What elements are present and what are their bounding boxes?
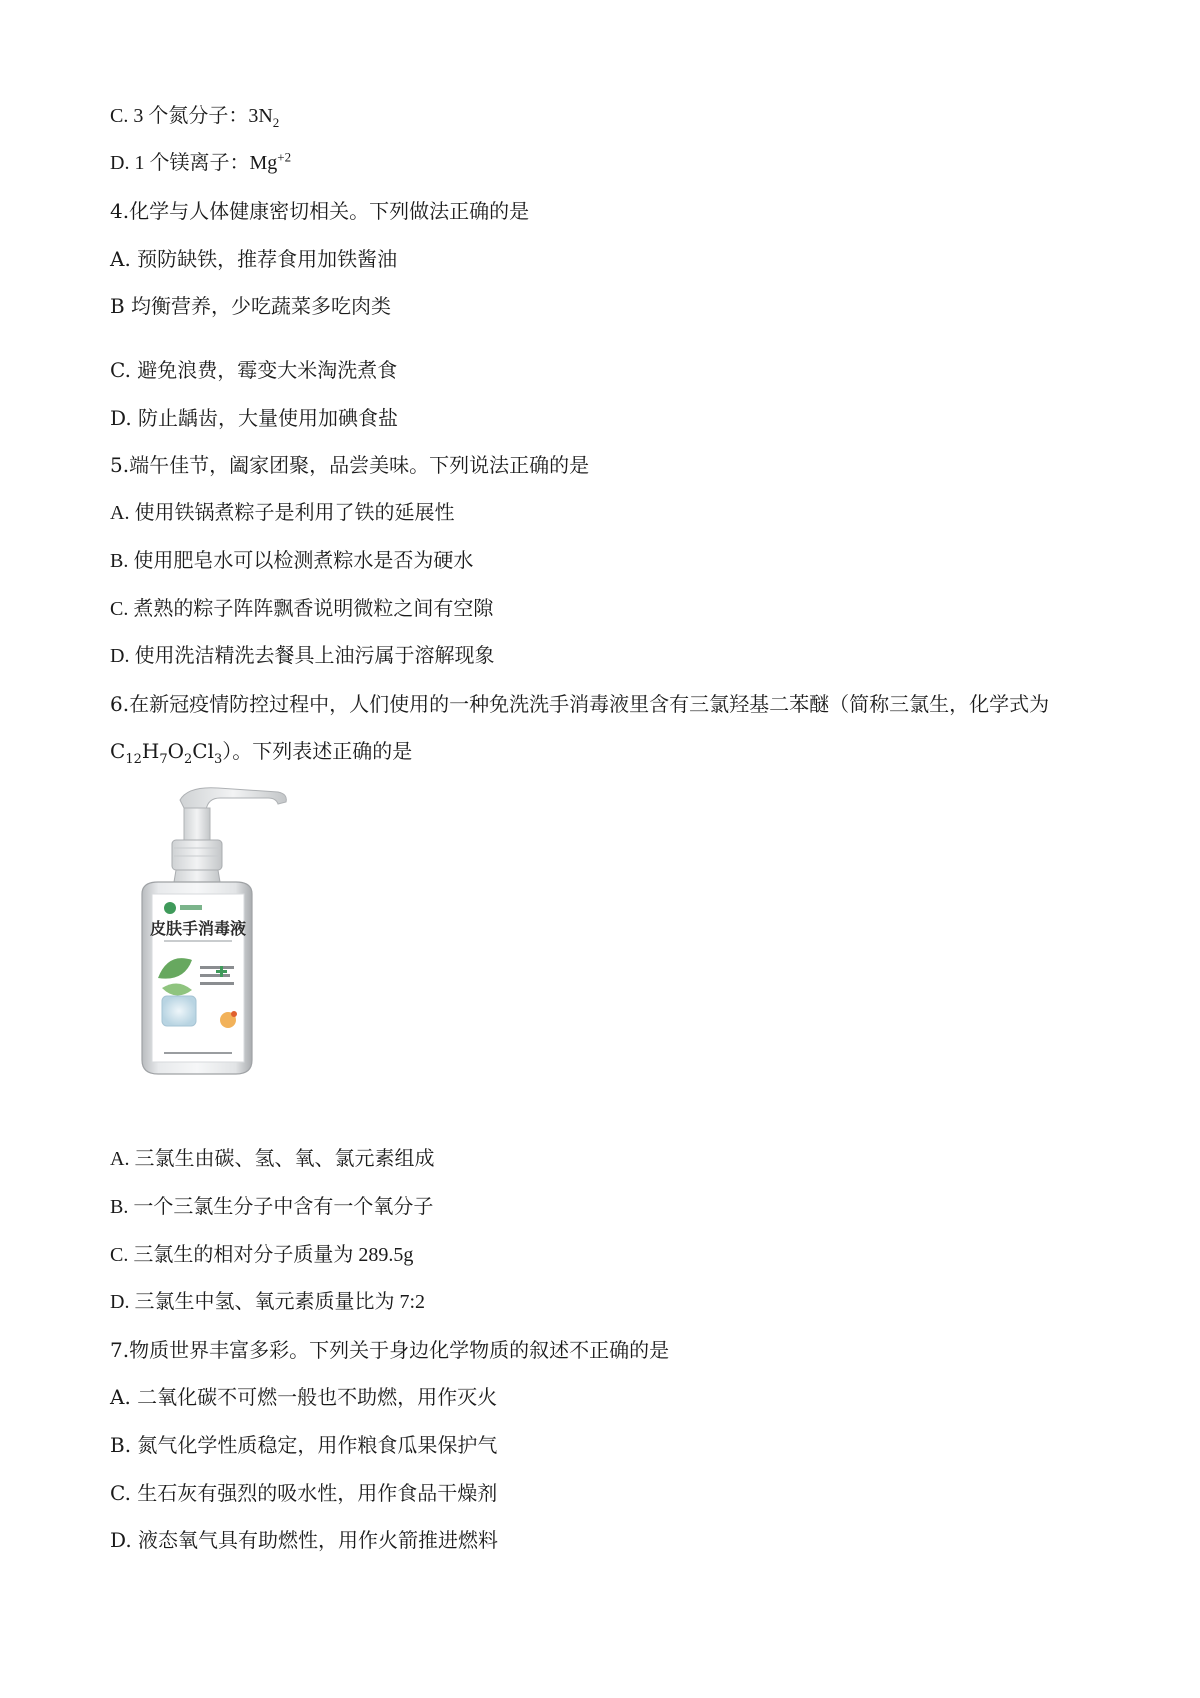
formula-c: C <box>110 739 126 763</box>
q6-stem-line2 <box>110 738 413 767</box>
q5-stem: 5.端午佳节，阖家团聚，品尝美味。下列说法正确的是 <box>110 453 590 477</box>
formula-o: O <box>167 739 184 763</box>
q6-option-b: B. 一个三氯生分子中含有一个氧分子 <box>110 1196 434 1218</box>
q4-option-b: B 均衡营养，少吃蔬菜多吃肉类 <box>110 294 392 318</box>
q4-option-a: A. 预防缺铁，推荐食用加铁酱油 <box>110 247 398 271</box>
q6-stem: 6.在新冠疫情防控过程中，人们使用的一种免洗洗手消毒液里含有三氯羟基二苯醚（简称三氯生，化学式为 <box>110 692 1050 716</box>
formula-o-sub: 2 <box>184 752 193 767</box>
q6-formula <box>110 739 223 767</box>
q7-option-b: B. 氮气化学性质稳定，用作粮食瓜果保护气 <box>110 1433 498 1457</box>
q7-option-d: D. 液态氧气具有助燃性，用作火箭推进燃料 <box>110 1528 499 1552</box>
formula-cl: Cl <box>192 739 214 763</box>
q5-option-d: D. 使用洗洁精洗去餐具上油污属于溶解现象 <box>110 645 495 667</box>
q6-option-d: D. 三氯生中氢、氧元素质量比为 7:2 <box>110 1291 425 1313</box>
q4-option-d: D. 防止龋齿，大量使用加碘食盐 <box>110 406 399 430</box>
q5-option-b: B. 使用肥皂水可以检测煮粽水是否为硬水 <box>110 550 474 572</box>
q3-option-d <box>110 150 291 176</box>
formula-c-sub: 12 <box>125 752 142 767</box>
q3-option-c-text: C. 3 个氮分子：3N <box>110 105 273 127</box>
q5-option-c: C. 煮熟的粽子阵阵飘香说明微粒之间有空隙 <box>110 598 494 620</box>
q3-option-d-superscript: +2 <box>277 149 292 165</box>
q3-option-c <box>110 103 279 129</box>
q7-option-a: A. 二氧化碳不可燃一般也不助燃，用作灭火 <box>110 1385 498 1409</box>
q6-option-a: A. 三氯生由碳、氢、氧、氯元素组成 <box>110 1148 435 1170</box>
q4-option-c: C. 避免浪费，霉变大米淘洗煮食 <box>110 358 398 382</box>
sanitizer-bottle-image <box>128 782 328 1082</box>
q3-option-d-text: D. 1 个镁离子：Mg <box>110 152 278 174</box>
bottle-label-text: 皮肤手消毒液 <box>149 919 247 938</box>
formula-cl-sub: 3 <box>213 752 223 767</box>
formula-h-sub: 7 <box>159 752 168 767</box>
formula-h: H <box>141 739 160 763</box>
q4-stem: 4.化学与人体健康密切相关。下列做法正确的是 <box>110 199 530 223</box>
q6-stem-end: ）。下列表述正确的是 <box>222 739 413 763</box>
q3-option-c-subscript: 2 <box>272 115 280 130</box>
q5-option-a: A. 使用铁锅煮粽子是利用了铁的延展性 <box>110 502 455 524</box>
q7-stem: 7.物质世界丰富多彩。下列关于身边化学物质的叙述不正确的是 <box>110 1338 670 1362</box>
q6-option-c: C. 三氯生的相对分子质量为 289.5g <box>110 1244 414 1266</box>
q7-option-c: C. 生石灰有强烈的吸水性，用作食品干燥剂 <box>110 1481 498 1505</box>
